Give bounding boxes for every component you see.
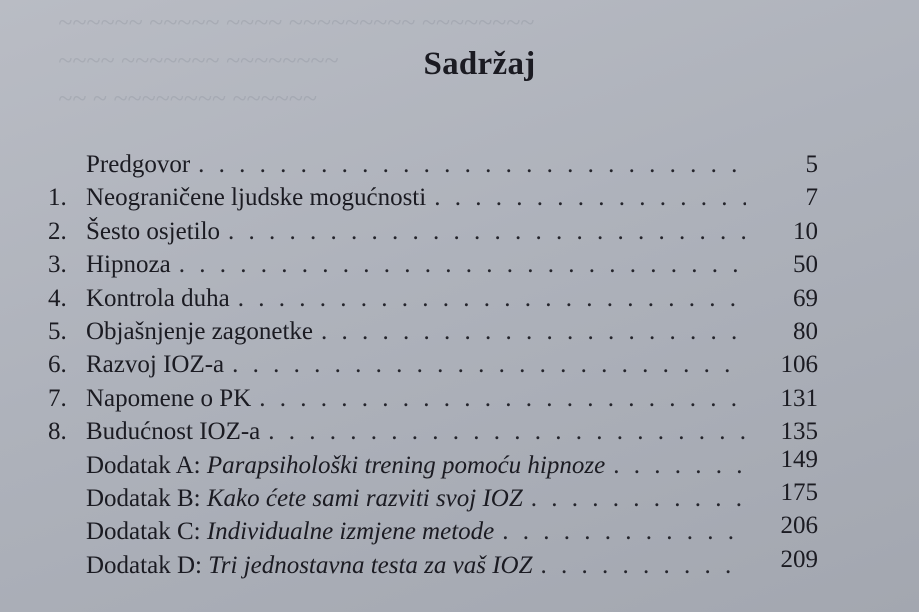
page-number: 50 — [793, 251, 818, 279]
dot-leader — [434, 181, 746, 214]
show-through-texture: ~~~~ ~~~~~~~ ~~~~~~~~ — [58, 46, 339, 75]
page-number: 135 — [780, 418, 818, 446]
appendix-prefix: Dodatak A: — [86, 451, 201, 479]
show-through-texture: ~~~~~~ ~~~~~ ~~~~ ~~~~~~~~~ ~~~~~~~~ — [58, 8, 535, 37]
toc-appendix-entry — [48, 512, 818, 548]
page-number: 5 — [805, 151, 818, 178]
chapter-title: Predgovor — [86, 151, 191, 178]
page-number: 7 — [805, 184, 818, 212]
toc-entry — [48, 382, 818, 415]
appendix-prefix: Dodatak C: — [86, 518, 201, 546]
page-number: 69 — [793, 284, 818, 312]
toc-entry — [48, 415, 818, 448]
chapter-number: 4. — [48, 284, 67, 312]
toc-entry — [48, 248, 818, 281]
dot-leader — [531, 482, 746, 515]
dot-leader — [321, 315, 746, 348]
page-number: 106 — [780, 351, 818, 379]
toc-appendix-entry — [48, 445, 818, 482]
page-number: 80 — [793, 317, 818, 345]
page-number: 209 — [780, 545, 818, 573]
appendix-name: Kako ćete sami razviti svoj IOZ — [206, 484, 523, 512]
chapter-title: Neograničene ljudske mogućnosti — [86, 184, 427, 212]
appendix-name: Tri jednostavna testa za vaš IOZ — [208, 551, 533, 579]
chapter-title: Hipnoza — [86, 251, 171, 279]
appendix-title — [86, 515, 494, 548]
toc-appendix-entry — [48, 545, 818, 582]
chapter-title: Razvoj IOZ-a — [86, 351, 225, 379]
appendix-title — [86, 549, 533, 582]
chapter-number: 3. — [48, 251, 67, 279]
dot-leader — [179, 248, 746, 281]
page-number: 10 — [793, 217, 818, 245]
dot-leader — [232, 348, 746, 381]
chapter-title: Napomene o PK — [86, 384, 252, 412]
show-through-texture: ~~ ~ ~~~~~~~~ ~~~~~~ — [58, 84, 317, 113]
toc-appendix-entry — [48, 478, 818, 515]
chapter-title: Budućnost IOZ-a — [86, 418, 261, 446]
chapter-number: 6. — [48, 351, 67, 379]
dot-leader — [238, 282, 746, 315]
chapter-title: Objašnjenje zagonetke — [86, 317, 313, 345]
toc-entry — [48, 215, 818, 248]
toc-entry — [48, 282, 818, 315]
chapter-title: Kontrola duha — [86, 284, 230, 312]
appendix-name: Individualne izmjene metode — [206, 518, 495, 546]
toc-entry — [48, 148, 818, 181]
chapter-number: 1. — [48, 184, 67, 212]
appendix-prefix: Dodatak D: — [86, 551, 202, 579]
page-title: Sadržaj — [423, 46, 536, 82]
dot-leader — [259, 382, 746, 415]
page-number: 206 — [780, 512, 818, 540]
appendix-title — [86, 482, 523, 515]
toc-entry — [48, 315, 818, 348]
chapter-number: 2. — [48, 217, 67, 245]
chapter-number: 7. — [48, 384, 67, 412]
dot-leader — [228, 215, 746, 248]
chapter-number: 5. — [48, 317, 67, 345]
toc-entry — [48, 348, 818, 381]
dot-leader — [502, 515, 746, 548]
dot-leader — [198, 148, 746, 181]
appendix-name: Parapsihološki trening pomoću hipnoze — [206, 451, 606, 479]
appendix-prefix: Dodatak B: — [86, 484, 201, 512]
page-number: 149 — [780, 445, 818, 473]
dot-leader — [268, 415, 746, 448]
page-number: 131 — [780, 384, 818, 412]
appendix-title — [86, 449, 605, 482]
dot-leader — [613, 449, 746, 482]
chapter-title: Šesto osjetilo — [86, 217, 221, 245]
chapter-number: 8. — [48, 418, 67, 446]
toc-entry — [48, 181, 818, 214]
page-number: 175 — [780, 478, 818, 506]
dot-leader — [541, 549, 746, 582]
table-of-contents — [48, 148, 818, 582]
